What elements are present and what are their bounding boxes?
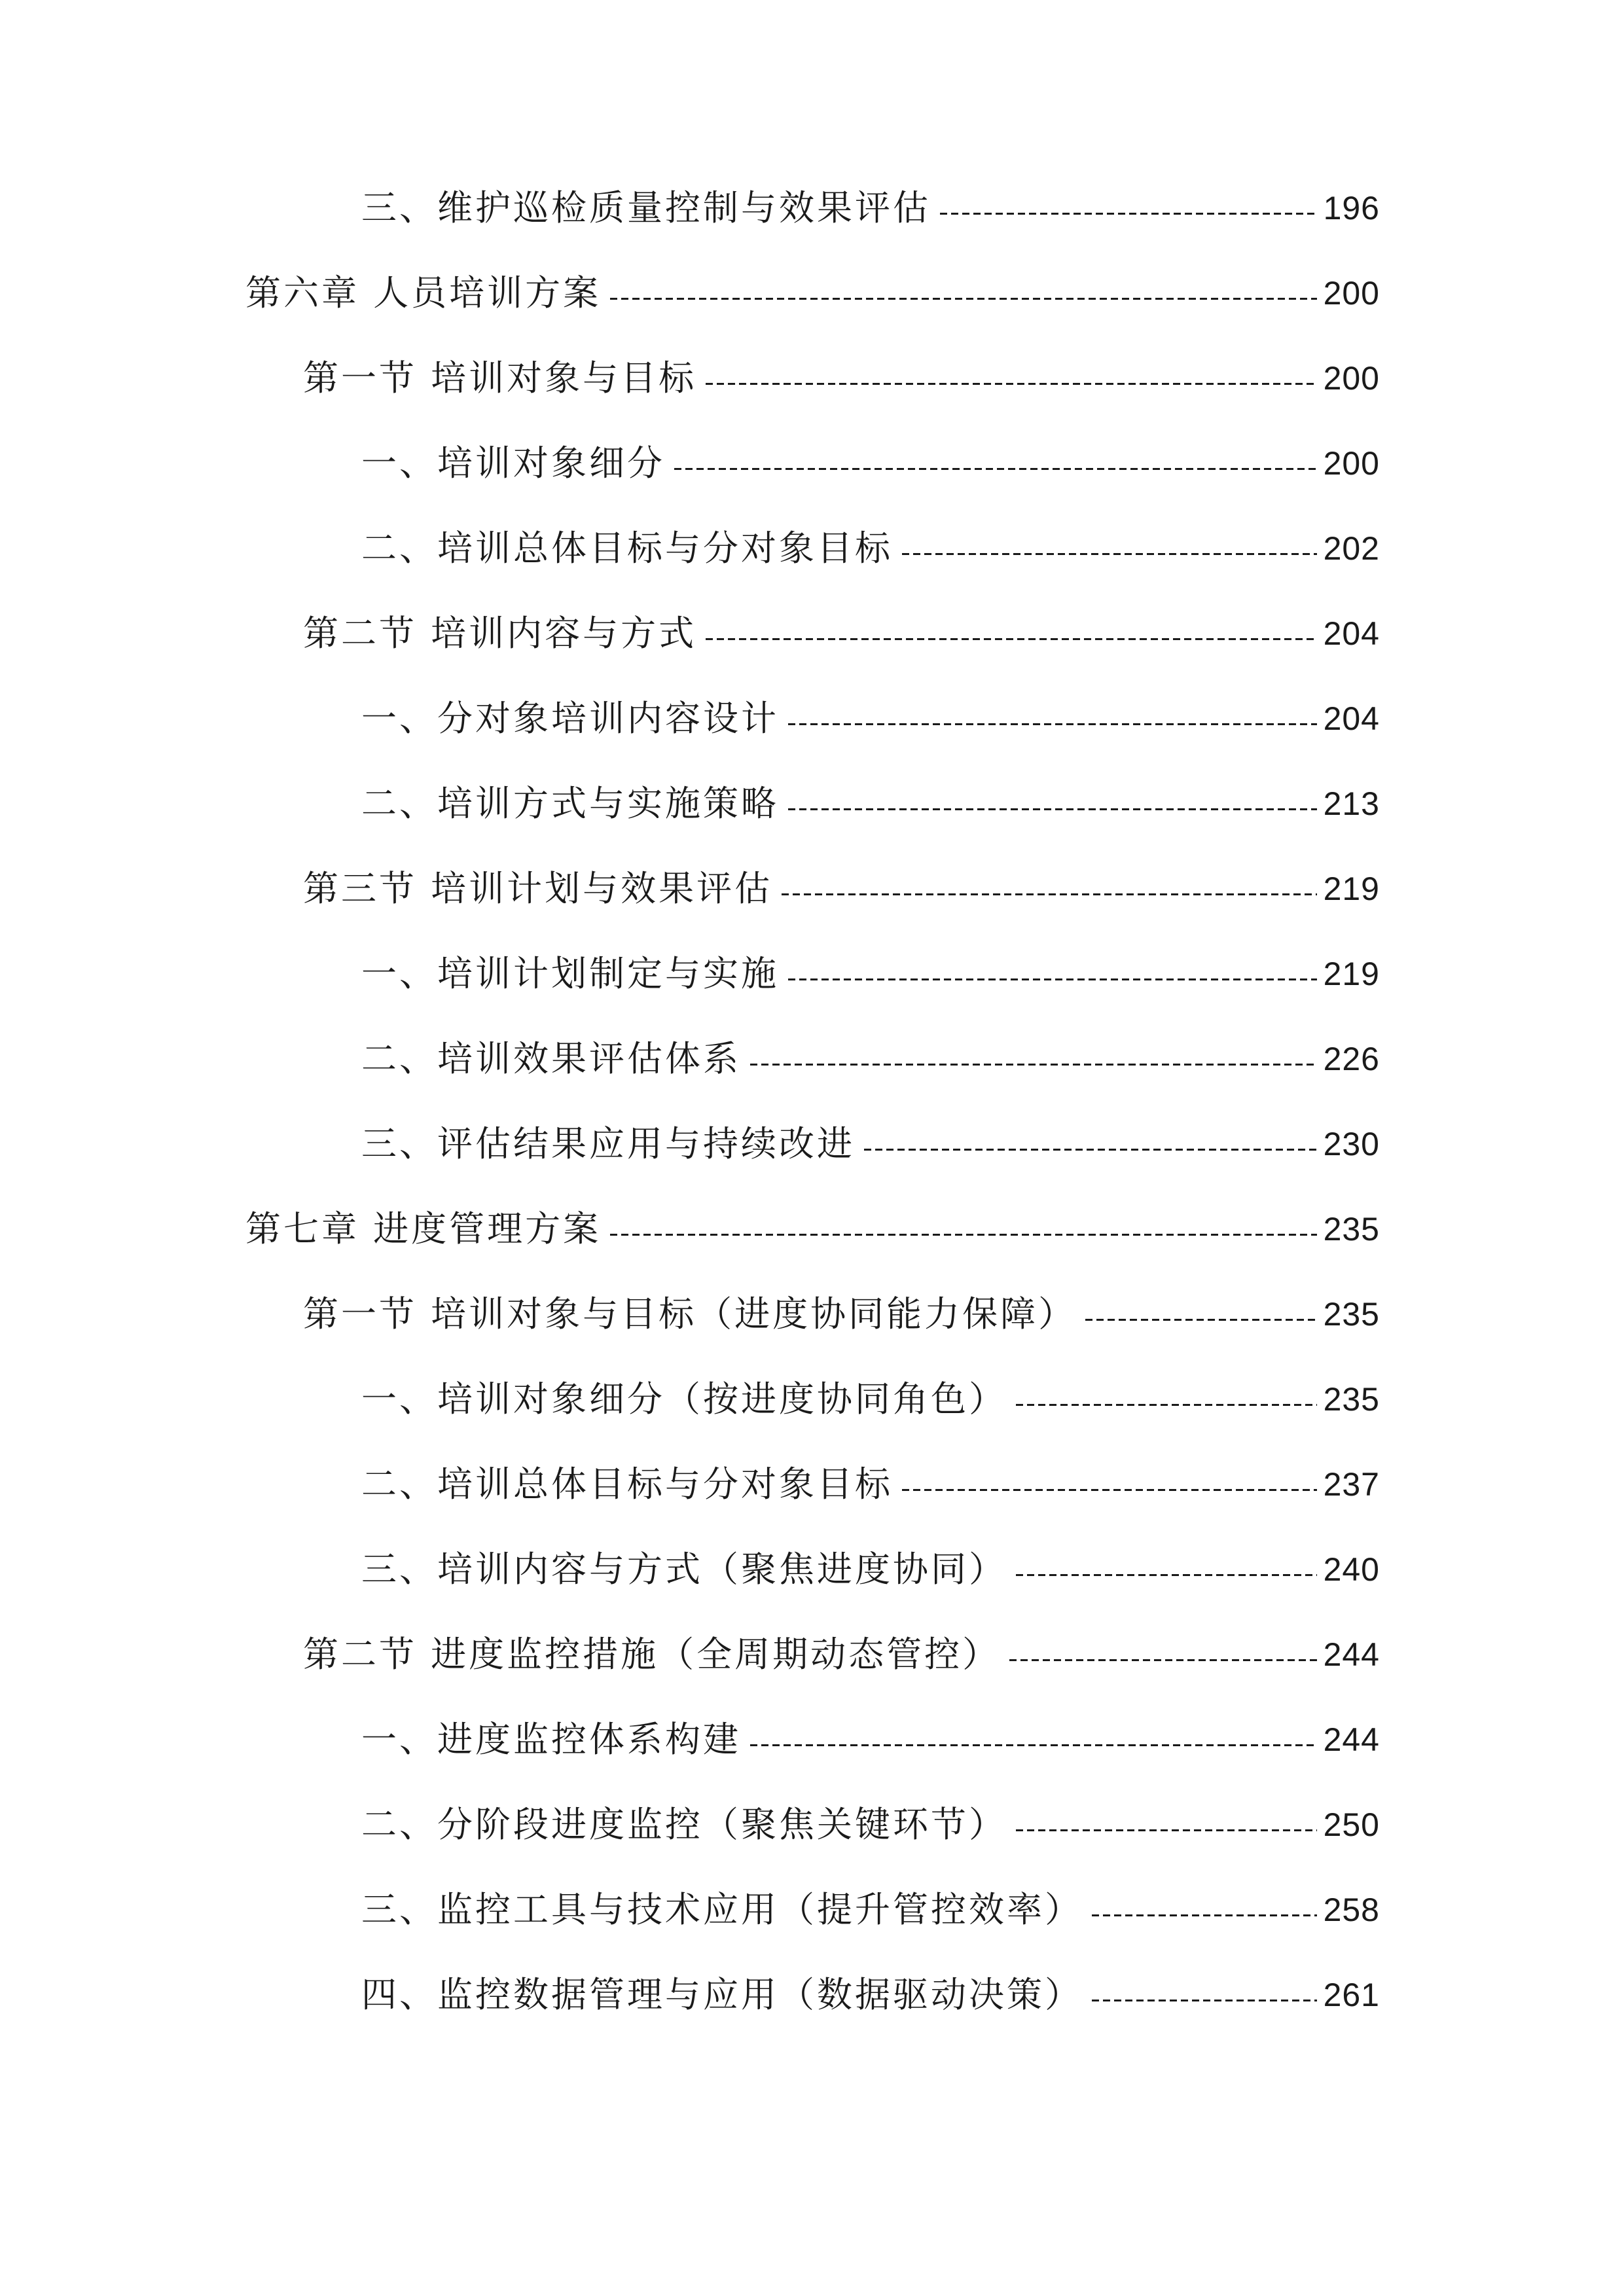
toc-dot-leader [674, 468, 1317, 470]
toc-entry[interactable] [245, 1196, 1380, 1262]
toc-dot-leader [750, 1744, 1317, 1746]
toc-entry[interactable] [303, 1282, 1380, 1347]
toc-entry[interactable] [245, 260, 1380, 326]
toc-dot-leader [1092, 1914, 1317, 1916]
toc-entry-title: 二、培训总体目标与分对象目标 [361, 528, 893, 569]
toc-dot-leader [706, 383, 1316, 385]
toc-dot-leader [750, 1064, 1317, 1066]
toc-page-number: 244 [1323, 1636, 1380, 1673]
toc-dot-leader [902, 1489, 1317, 1491]
toc-page-number: 244 [1323, 1721, 1380, 1758]
toc-page-number: 235 [1323, 1211, 1380, 1247]
toc-entry[interactable] [361, 1877, 1380, 1943]
toc-entry-title: 二、培训总体目标与分对象目标 [361, 1463, 893, 1505]
toc-page-number: 196 [1323, 190, 1380, 226]
toc-entry[interactable] [303, 346, 1380, 411]
toc-entry-title: 第二节 进度监控措施（全周期动态管控） [303, 1634, 1001, 1675]
toc-entry-title: 第七章 进度管理方案 [245, 1208, 602, 1249]
toc-dot-leader [1009, 1659, 1316, 1661]
toc-page-number: 204 [1323, 700, 1380, 737]
toc-entry[interactable] [361, 1111, 1380, 1177]
toc-dot-leader [1016, 1404, 1317, 1406]
toc-entry[interactable] [361, 175, 1380, 241]
toc-entry[interactable] [303, 1622, 1380, 1687]
toc-entry-title: 第二节 培训内容与方式 [303, 613, 697, 654]
toc-page-number: 219 [1323, 956, 1380, 992]
toc-entry-title: 一、培训对象细分 [361, 442, 665, 484]
toc-dot-leader [864, 1149, 1317, 1151]
toc-dot-leader [782, 893, 1316, 895]
toc-page-number: 213 [1323, 785, 1380, 822]
toc-entry-title: 第一节 培训对象与目标 [303, 357, 697, 399]
toc-page-number: 235 [1323, 1381, 1380, 1418]
toc-page-number: 204 [1323, 615, 1380, 652]
toc-entry-title: 三、监控工具与技术应用（提升管控效率） [361, 1889, 1083, 1930]
toc-entry-title: 第三节 培训计划与效果评估 [303, 868, 773, 909]
toc-page-number: 200 [1323, 445, 1380, 482]
toc-dot-leader [706, 638, 1316, 640]
toc-entry-title: 三、维护巡检质量控制与效果评估 [361, 187, 931, 228]
toc-dot-leader [940, 213, 1317, 215]
toc-entry[interactable] [361, 1367, 1380, 1432]
toc-entry-title: 一、培训计划制定与实施 [361, 953, 779, 994]
toc-dot-leader [610, 1234, 1316, 1236]
toc-entry[interactable] [303, 601, 1380, 666]
toc-page-number: 258 [1323, 1892, 1380, 1928]
toc-entry-title: 四、监控数据管理与应用（数据驱动决策） [361, 1974, 1083, 2015]
toc-entry[interactable] [361, 1026, 1380, 1092]
toc-entry-title: 第一节 培训对象与目标（进度协同能力保障） [303, 1293, 1077, 1335]
toc-dot-leader [610, 298, 1316, 300]
toc-entry[interactable] [361, 941, 1380, 1007]
toc-entry[interactable] [361, 1537, 1380, 1602]
toc-page-number: 235 [1323, 1296, 1380, 1333]
toc-dot-leader [1016, 1574, 1317, 1576]
toc-entry-title: 第六章 人员培训方案 [245, 272, 602, 314]
toc-page-number: 261 [1323, 1977, 1380, 2013]
toc-entry-title: 二、培训效果评估体系 [361, 1038, 741, 1079]
toc-dot-leader [788, 978, 1317, 980]
toc-page-number: 230 [1323, 1126, 1380, 1162]
toc-entry-title: 二、分阶段进度监控（聚焦关键环节） [361, 1804, 1007, 1845]
toc-entry[interactable] [303, 856, 1380, 922]
toc-entry[interactable] [361, 1792, 1380, 1857]
toc-entry-title: 三、培训内容与方式（聚焦进度协同） [361, 1549, 1007, 1590]
toc-dot-leader [1092, 2000, 1317, 2001]
toc-entry[interactable] [361, 686, 1380, 751]
toc-page-number: 200 [1323, 275, 1380, 312]
toc-entry-title: 三、评估结果应用与持续改进 [361, 1123, 855, 1164]
toc-entry-title: 一、进度监控体系构建 [361, 1719, 741, 1760]
toc-page-number: 237 [1323, 1466, 1380, 1503]
toc-entry[interactable] [361, 1962, 1380, 2028]
toc-dot-leader [788, 723, 1317, 725]
toc-page-number: 240 [1323, 1551, 1380, 1588]
toc-dot-leader [1016, 1829, 1317, 1831]
toc-entry-title: 二、培训方式与实施策略 [361, 783, 779, 824]
toc-entry[interactable] [361, 431, 1380, 496]
toc-entry[interactable] [361, 771, 1380, 836]
toc-dot-leader [788, 808, 1317, 810]
toc-page-number: 202 [1323, 530, 1380, 567]
toc-page-number: 219 [1323, 870, 1380, 907]
toc-entry[interactable] [361, 1707, 1380, 1772]
toc-page-number: 226 [1323, 1041, 1380, 1077]
toc-page-number: 200 [1323, 360, 1380, 397]
toc-entry[interactable] [361, 1452, 1380, 1517]
toc-dot-leader [1085, 1319, 1316, 1321]
toc-entry-title: 一、培训对象细分（按进度协同角色） [361, 1378, 1007, 1420]
toc-entry-title: 一、分对象培训内容设计 [361, 698, 779, 739]
toc-page-number: 250 [1323, 1806, 1380, 1843]
toc-entry[interactable] [361, 516, 1380, 581]
toc-dot-leader [902, 553, 1317, 555]
